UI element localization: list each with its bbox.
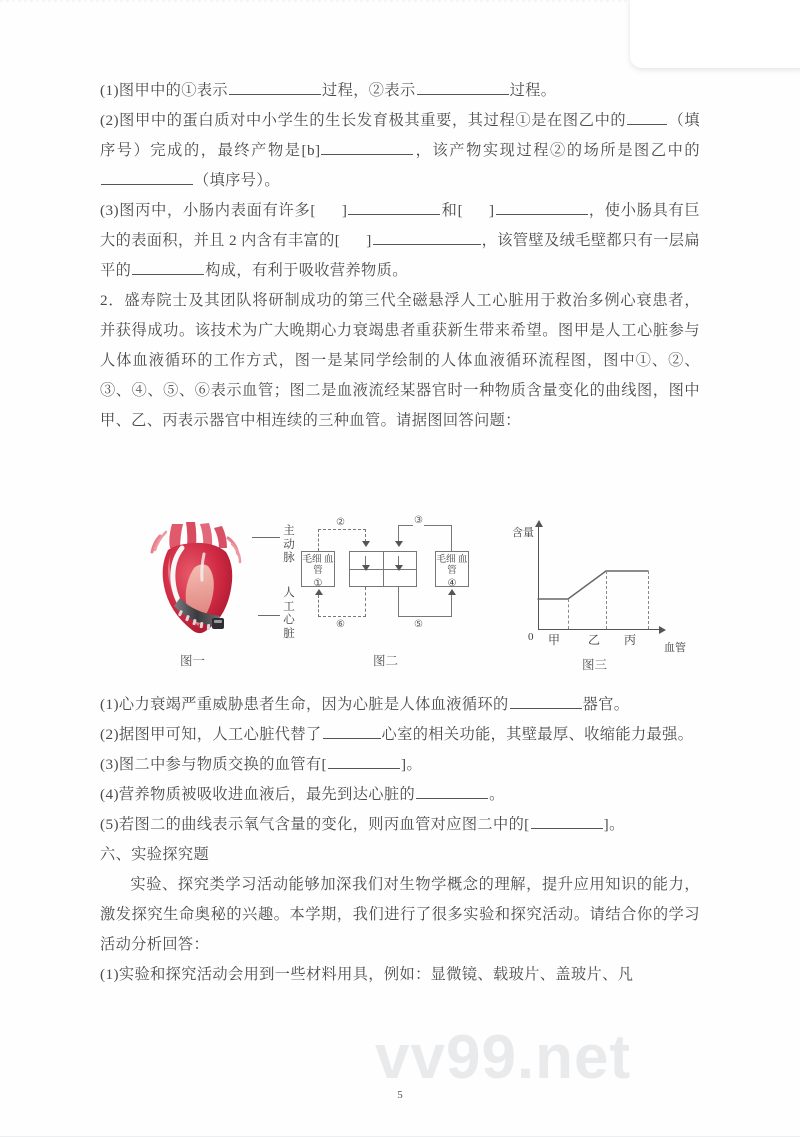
capillary-1-number: ① — [313, 578, 323, 589]
text-run: 六、实验探究题 — [100, 846, 210, 863]
vessel-3-vertical-right — [451, 525, 452, 551]
figure-3-caption: 图三 — [582, 658, 608, 672]
chart-origin-label: 0 — [528, 631, 534, 643]
answer-blank[interactable] — [417, 79, 509, 95]
grid-inner-arrow-right — [395, 565, 403, 571]
figure-2-caption: 图二 — [373, 654, 399, 668]
chart-dropline-yi — [606, 571, 607, 629]
text-run: (4)营养物质被吸收进血液后，最先到达心脏的 — [100, 786, 416, 803]
text-run: ] — [489, 202, 495, 219]
answer-blank[interactable] — [132, 259, 204, 275]
heart-illustration-svg — [146, 520, 250, 638]
answer-blank[interactable] — [348, 199, 440, 215]
heart-chambers-grid — [349, 551, 417, 587]
heart-photo — [146, 520, 250, 638]
capillary-box-1 — [301, 551, 335, 587]
vessel-3-horizontal — [398, 525, 452, 526]
paragraph-q2-2 — [100, 720, 700, 750]
text-run: ] — [341, 202, 348, 219]
grid-inner-arrow-left — [362, 565, 370, 571]
floating-overlay-card — [630, 0, 800, 68]
vessel-2-dashed-horizontal — [318, 529, 366, 530]
text-run: （填序号）完成的，最终产物是[b] — [100, 112, 700, 159]
chart-dropline-bing — [648, 571, 649, 629]
vessel-6-dashed-vertical-right — [365, 587, 366, 617]
text-run: 器官。 — [582, 696, 630, 713]
label-artificial-heart: 人工心脏 — [283, 587, 295, 640]
text-run: (3)图二中参与物质交换的血管有[ — [100, 756, 328, 773]
artificial-heart-leader-line — [258, 615, 280, 616]
figure-2-flowchart — [295, 515, 500, 675]
vessel-6-dashed-vertical-left — [318, 595, 319, 617]
text-run: (1)心力衰竭严重威胁患者生命，因为心脏是人体血液循环的 — [100, 696, 509, 713]
paragraph-q1-2 — [100, 106, 700, 196]
vessel-number-5: ⑤ — [414, 619, 423, 630]
vessel-5-arrow — [448, 589, 456, 595]
paragraph-q2-4 — [100, 780, 700, 810]
figure-3-chart — [500, 515, 700, 675]
capillary-1-line1: 毛细 — [302, 555, 322, 565]
page-number: 5 — [397, 1089, 403, 1101]
capillary-4-line2: 血管 — [447, 555, 468, 576]
text-run: (3)图丙中，小肠内表面有许多[ — [100, 202, 316, 219]
document-text-upper — [100, 76, 700, 436]
answer-blank[interactable] — [229, 79, 321, 95]
text-run: ] — [366, 232, 372, 249]
aorta-leader-line — [252, 537, 280, 538]
text-run: 过程。 — [509, 82, 557, 99]
chart-tick-jia: 甲 — [548, 633, 561, 647]
vessel-5-vertical-left — [398, 587, 399, 617]
paragraph-q2-1 — [100, 690, 700, 720]
text-run: ，该管壁及绒毛壁都只有一层扁平的 — [100, 232, 700, 279]
paragraph-section-6-stem — [100, 870, 700, 960]
answer-blank[interactable] — [627, 109, 667, 125]
figure-strip — [100, 515, 700, 680]
chart-x-axis-label: 血管 — [664, 642, 686, 654]
paragraph-q2-stem — [100, 286, 700, 436]
vessel-2-arrow — [362, 541, 370, 547]
chart-tick-bing: 丙 — [624, 633, 637, 647]
vessel-3-vertical-left — [398, 525, 399, 542]
answer-blank[interactable] — [323, 723, 381, 739]
capillary-4-line1: 毛细 — [436, 555, 456, 565]
label-aorta: 主动脉 — [283, 525, 295, 564]
chart-y-axis-label: 含量 — [512, 527, 534, 539]
figure-1-caption: 图一 — [180, 654, 206, 668]
text-run: (1)实验和探究活动会用到一些材料用具，例如：显微镜、载玻片、盖玻片、凡 — [100, 966, 634, 983]
answer-blank[interactable] — [510, 693, 582, 709]
answer-blank[interactable] — [321, 139, 413, 155]
answer-blank[interactable] — [101, 169, 193, 185]
text-run: (2)图甲中的蛋白质对中小学生的生长发育极其重要，其过程①是在图乙中的 — [100, 112, 627, 129]
text-run: 构成，有利于吸收营养物质。 — [205, 262, 408, 279]
text-run: 和[ — [441, 202, 464, 219]
capillary-1-line2: 血管 — [313, 555, 334, 576]
answer-blank[interactable] — [496, 199, 588, 215]
text-run: ]。 — [603, 816, 625, 833]
grid-horizontal-divider — [350, 569, 416, 570]
text-run: ]。 — [401, 756, 423, 773]
text-run: (2)据图甲可知，人工心脏代替了 — [100, 726, 322, 743]
paragraph-q2-3 — [100, 750, 700, 780]
vessel-5-vertical-right — [451, 595, 452, 617]
paragraph-q1-3 — [100, 196, 700, 286]
vessel-2-dashed-vertical-left — [318, 529, 319, 551]
paragraph-section-6 — [100, 840, 700, 870]
vessel-6-arrow — [315, 589, 323, 595]
text-run: 。 — [489, 786, 505, 803]
vessel-number-2: ② — [336, 517, 345, 528]
vessel-number-3: ③ — [414, 515, 423, 526]
capillary-4-number: ④ — [447, 578, 457, 589]
text-run: 2．盛寿院士及其团队将研制成功的第三代全磁悬浮人工心脏用于救治多例心衰患者，并获得成功。该技术为广大晚期心力衰竭患者重获新生带来希望。图甲是人工心脏参与人体血液循环的工作方式，图一是某同学绘制的人体血液循环流程图，图中①、②、③、④、⑤、⑥表示血管；图二是血液流经某器官时一种物质含量变化的曲线图，图中甲、乙、丙表示器官中相连续的三种血管。请据图回答问题： — [100, 292, 700, 429]
document-text-lower — [100, 690, 700, 990]
text-run: (5)若图二的曲线表示氧气含量的变化，则丙血管对应图二中的[ — [100, 816, 530, 833]
paragraph-q1-1 — [100, 76, 700, 106]
answer-blank[interactable] — [328, 753, 400, 769]
paragraph-q2-5 — [100, 810, 700, 840]
text-run: (1)图甲中的①表示 — [100, 82, 229, 99]
watermark: vv99.net — [375, 1023, 632, 1092]
text-run: ，该产物实现过程②的场所是图乙中的 — [414, 142, 700, 159]
chart-curve-svg — [500, 515, 700, 675]
text-run: 实验、探究类学习活动能够加深我们对生物学概念的理解，提升应用知识的能力，激发探究生命奥秘的兴趣。本学期，我们进行了很多实验和探究活动。请结合你的学习活动分析回答： — [100, 876, 700, 953]
text-run: （填序号）。 — [194, 172, 280, 189]
answer-blank[interactable] — [531, 813, 603, 829]
vessel-number-6: ⑥ — [336, 619, 345, 630]
vessel-6-dashed-horizontal — [318, 616, 366, 617]
capillary-box-4 — [435, 551, 469, 587]
text-run: 过程，②表示 — [322, 82, 416, 99]
answer-blank[interactable] — [373, 229, 481, 245]
vessel-3-arrow — [395, 541, 403, 547]
chart-dropline-jia — [568, 599, 569, 629]
vessel-5-horizontal — [398, 616, 452, 617]
text-run: 心室的相关功能，其壁最厚、收缩能力最强。 — [381, 726, 694, 743]
answer-blank[interactable] — [416, 783, 488, 799]
chart-tick-yi: 乙 — [588, 633, 601, 647]
paragraph-q3-1 — [100, 960, 700, 990]
text-run: ，使小肠具有巨大的表面积，并且 2 内含有丰富的[ — [100, 202, 701, 249]
